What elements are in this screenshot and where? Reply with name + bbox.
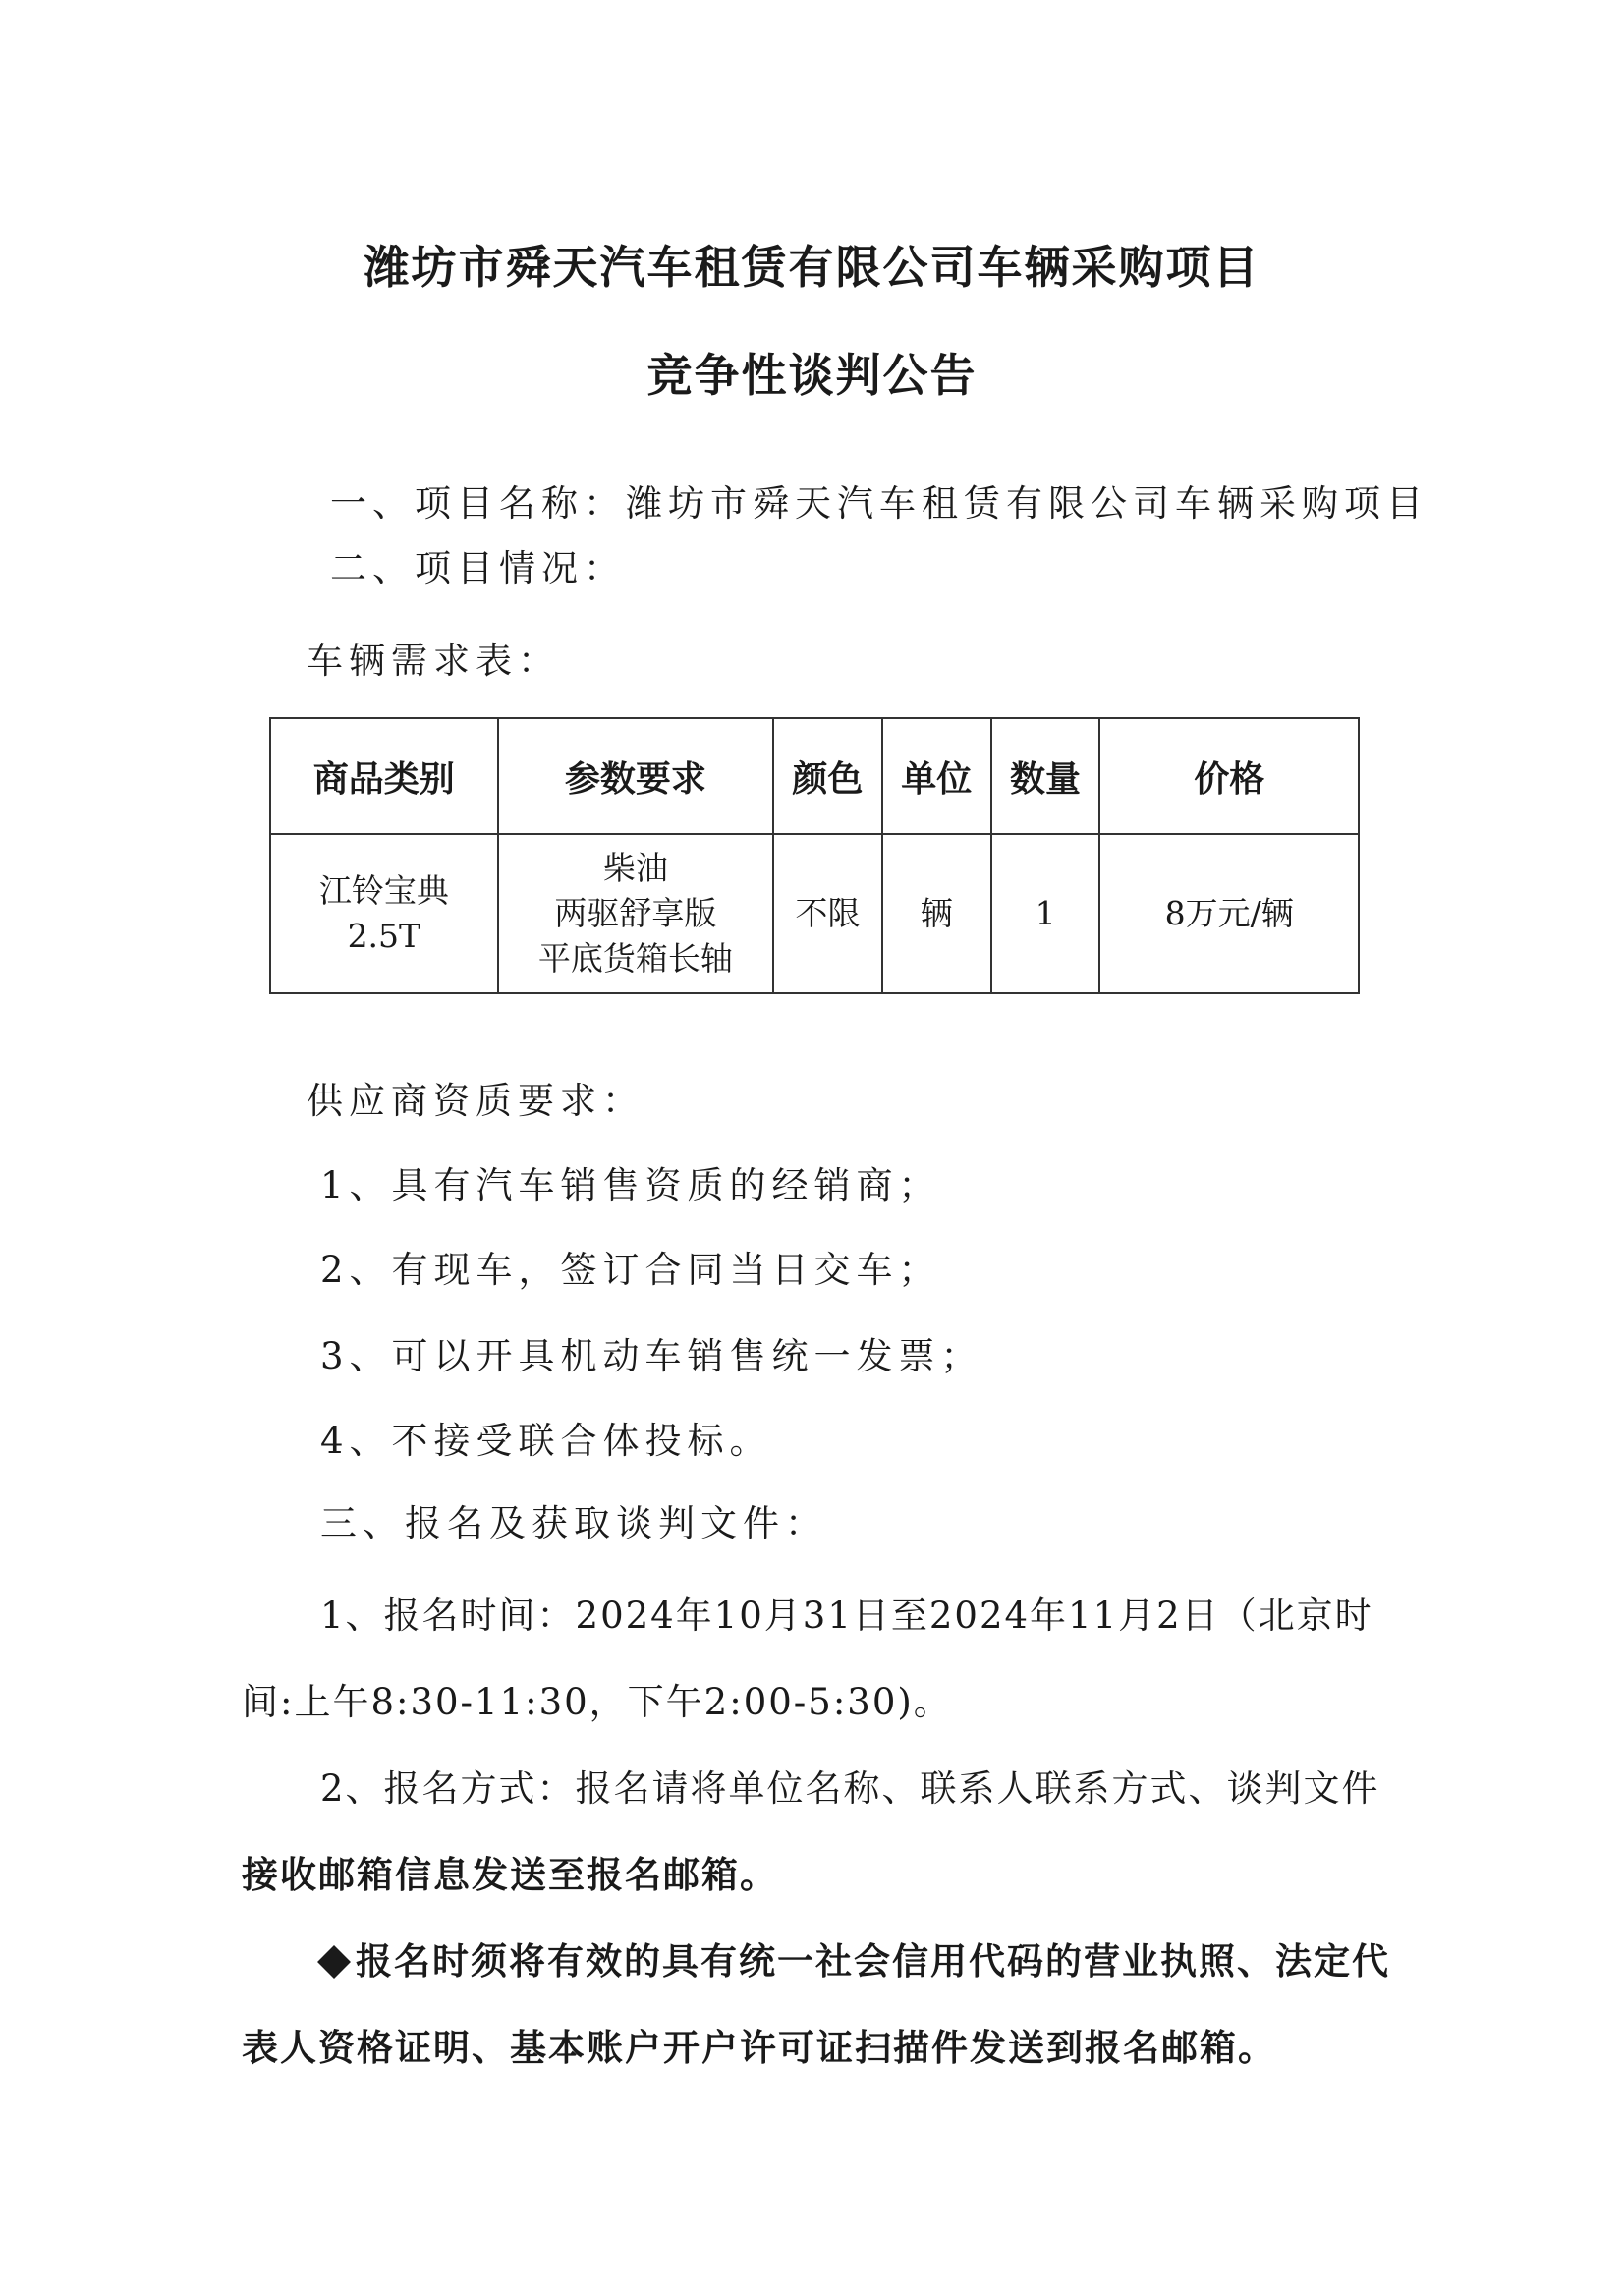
param-fuel: 柴油 (602, 849, 668, 887)
header-params: 参数要求 (498, 718, 773, 834)
header-quantity: 数量 (991, 718, 1100, 834)
header-category: 商品类别 (270, 718, 498, 834)
qualification-item-3: 3、可以开具机动车销售统一发票； (320, 1335, 983, 1377)
qualification-item-4: 4、不接受联合体投标。 (320, 1420, 772, 1462)
param-drive: 两驱舒享版 (554, 894, 717, 932)
category-name: 江铃宝典 (318, 871, 449, 910)
registration-note-line-1 (316, 1931, 1390, 1985)
document-title-line-2: 竞争性谈判公告 (646, 349, 978, 402)
header-price: 价格 (1099, 718, 1359, 834)
registration-note-text: 报名时须将有效的具有统一社会信用代码的营业执照、法定代 (356, 1940, 1390, 1983)
qualification-item-1: 1、具有汽车销售资质的经销商； (320, 1164, 941, 1206)
cell-color: 不限 (773, 834, 882, 993)
header-color: 颜色 (773, 718, 882, 834)
cell-params (498, 834, 773, 993)
document-title-line-1: 潍坊市舜天汽车租赁有限公司车辆采购项目 (364, 241, 1260, 294)
cell-category (270, 834, 498, 993)
registration-time-line-1: 1、报名时间：2024年10月31日至2024年11月2日（北京时 (320, 1595, 1373, 1637)
registration-method-line-2: 接收邮箱信息发送至报名邮箱。 (242, 1854, 778, 1896)
qualification-item-2: 2、有现车，签订合同当日交车； (320, 1249, 941, 1291)
table-caption: 车辆需求表： (307, 640, 560, 682)
registration-method-line-1: 2、报名方式：报名请将单位名称、联系人联系方式、谈判文件 (320, 1767, 1380, 1810)
registration-time-line-2: 间:上午8:30-11:30，下午2:00-5:30)。 (242, 1681, 952, 1723)
table-row (270, 834, 1359, 993)
cell-price: 8万元/辆 (1099, 834, 1359, 993)
cell-unit: 辆 (882, 834, 991, 993)
registration-section-heading: 三、报名及获取谈判文件： (320, 1502, 827, 1544)
diamond-bullet-icon (317, 1945, 351, 1979)
qualification-heading: 供应商资质要求： (307, 1080, 644, 1122)
category-spec: 2.5T (347, 917, 421, 955)
vehicle-requirements-table (269, 717, 1360, 994)
project-status-heading: 二、项目情况： (330, 547, 626, 589)
registration-note-line-2: 表人资格证明、基本账户开户许可证扫描件发送到报名邮箱。 (242, 2027, 1276, 2069)
cell-quantity: 1 (991, 834, 1100, 993)
project-name-line: 一、项目名称：潍坊市舜天汽车租赁有限公司车辆采购项目 (330, 482, 1428, 525)
param-cargo: 平底货箱长轴 (537, 939, 733, 978)
header-unit: 单位 (882, 718, 991, 834)
table-header-row (270, 718, 1359, 834)
